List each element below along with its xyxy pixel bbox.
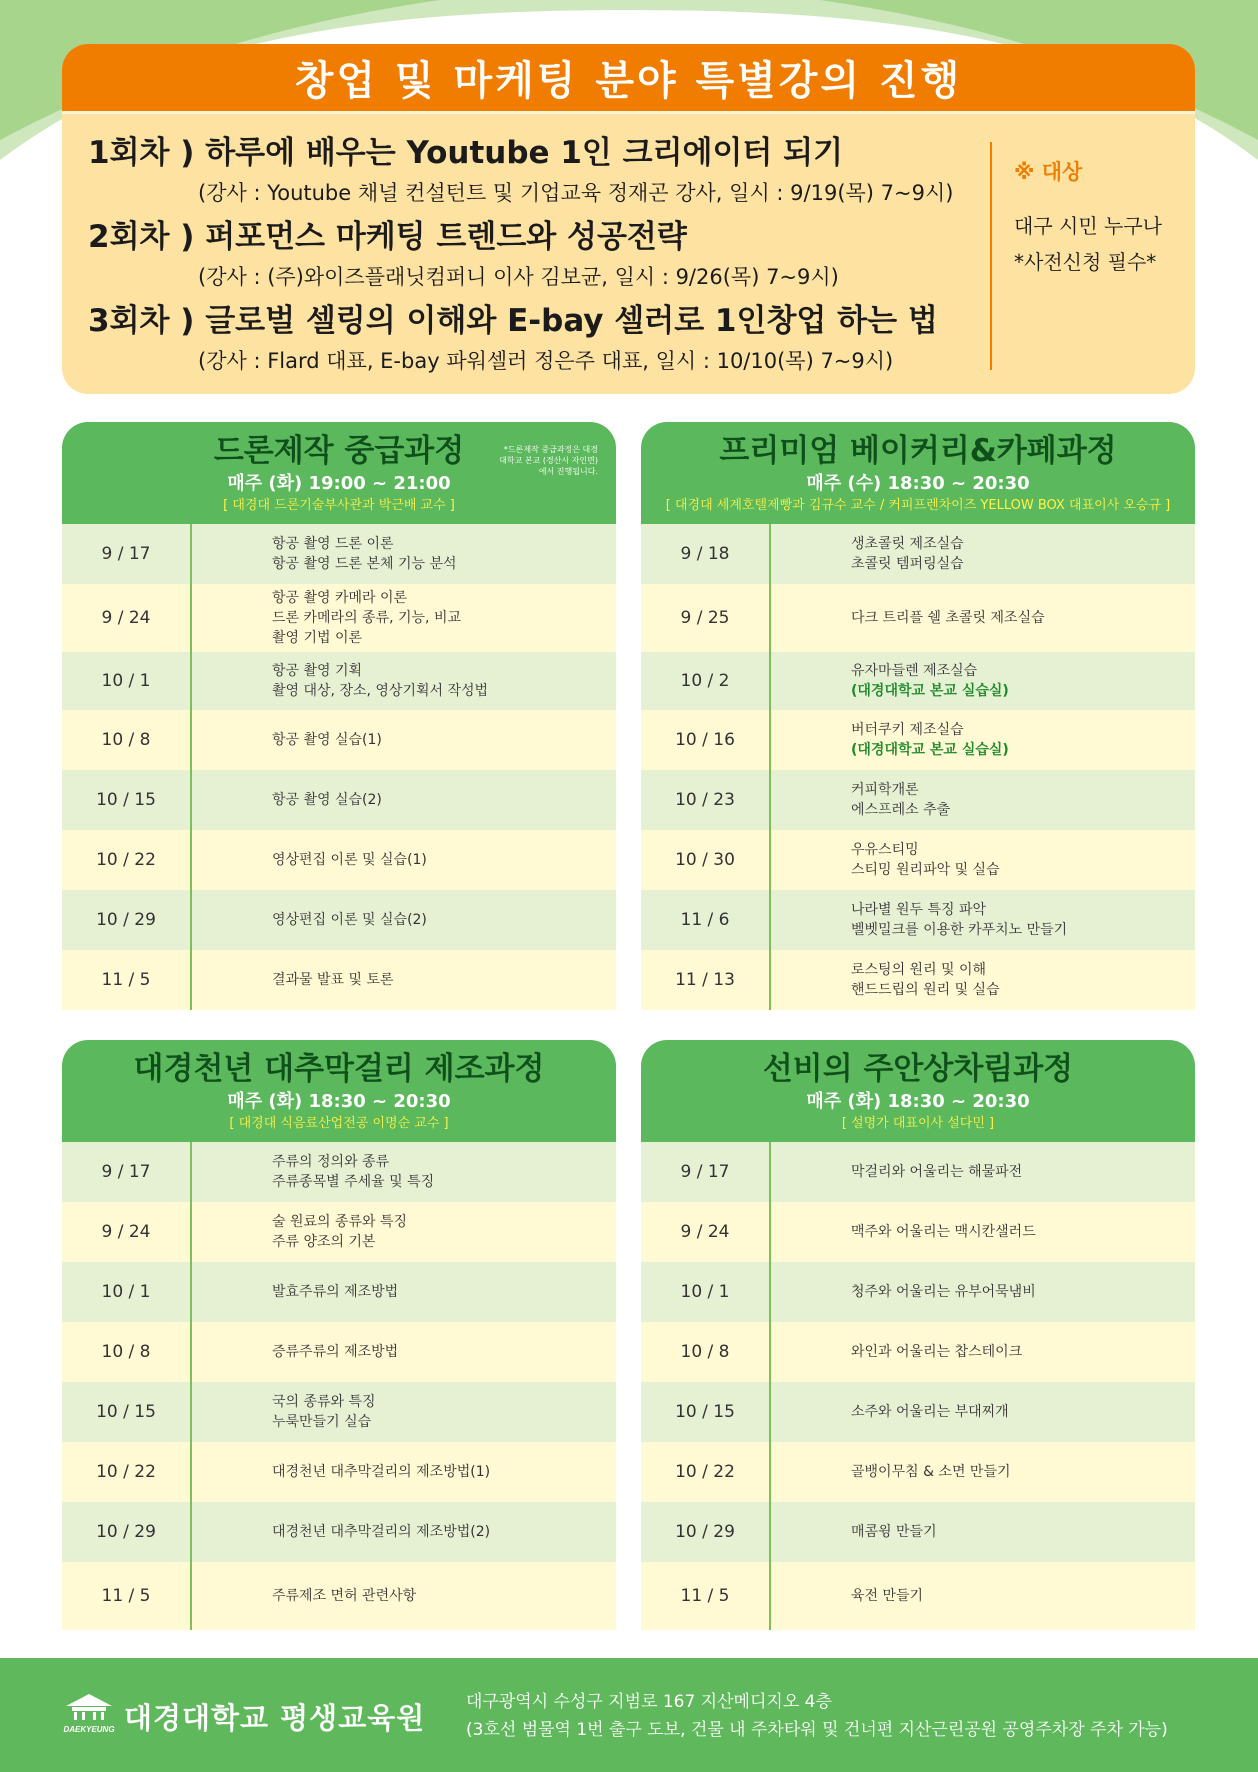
schedule-topic: 드론 카메라의 종류, 기능, 비교 — [272, 610, 461, 626]
schedule-date: 11 / 13 — [641, 950, 771, 1010]
schedule-row — [641, 1562, 1195, 1630]
schedule-topic: 생초콜릿 제조실습 — [851, 536, 964, 552]
schedule-row — [62, 1502, 616, 1562]
course-instructor: [ 대경대 세계호텔제빵과 김규수 교수 / 커피프렌차이즈 YELLOW BOX 대표이사 오승규 ] — [665, 498, 1171, 513]
course-schedule-table — [641, 1142, 1195, 1630]
schedule-topic: 매콤윙 만들기 — [851, 1524, 937, 1540]
schedule-topic: 대경천년 대추막걸리의 제조방법(1) — [272, 1464, 491, 1480]
session-list — [88, 130, 968, 382]
schedule-topic: 영상편집 이론 및 실습(2) — [272, 912, 427, 928]
schedule-date: 11 / 5 — [62, 1562, 192, 1630]
schedule-date: 10 / 22 — [62, 1442, 192, 1502]
course-title: 선비의 주안상차림과정 — [762, 1051, 1074, 1087]
schedule-topic: 육전 만들기 — [851, 1588, 924, 1604]
schedule-date: 10 / 8 — [62, 1322, 192, 1382]
logo-mark-text: DAEKYEUNG — [63, 1725, 115, 1734]
session-3 — [88, 298, 968, 378]
schedule-topic: 항공 촬영 드론 본체 기능 분석 — [272, 556, 457, 572]
schedule-topic: 로스팅의 원리 및 이해 — [851, 962, 987, 978]
schedule-topic: 술 원료의 종류와 특징 — [272, 1214, 408, 1230]
schedule-content — [192, 534, 457, 574]
schedule-content — [771, 608, 1045, 628]
footer — [0, 1658, 1258, 1772]
schedule-row — [641, 950, 1195, 1010]
schedule-content — [192, 1586, 416, 1606]
schedule-content — [771, 840, 1000, 880]
address-line-2: (3호선 범물역 1번 출구 도보, 건물 내 주차타워 및 건너편 지산근린공원 공영주차장 주차 가능) — [466, 1720, 1168, 1740]
schedule-topic: 주류종목별 주세율 및 특징 — [272, 1174, 435, 1190]
session-title: 3회차 ) 글로벌 셀링의 이해와 E-bay 셀러로 1인창업 하는 법 — [88, 303, 938, 339]
schedule-content — [771, 1342, 1022, 1362]
course-makgeolli — [62, 1040, 616, 1630]
schedule-content — [192, 661, 488, 701]
schedule-content — [771, 1162, 1022, 1182]
schedule-row — [62, 1442, 616, 1502]
schedule-topic: 우유스티밍 — [851, 842, 919, 858]
schedule-topic: 나라별 원두 특징 파악 — [851, 902, 987, 918]
target-line-2: *사전신청 필수* — [1014, 250, 1157, 274]
course-instructor: [ 대경대 드론기술부사관과 박근배 교수 ] — [223, 498, 455, 513]
schedule-topic: 막걸리와 어울리는 해물파전 — [851, 1164, 1023, 1180]
schedule-date: 10 / 22 — [641, 1442, 771, 1502]
schedule-date: 10 / 8 — [641, 1322, 771, 1382]
schedule-row — [62, 1262, 616, 1322]
schedule-content — [771, 1222, 1036, 1242]
course-schedule-table — [641, 524, 1195, 1010]
schedule-topic: 항공 촬영 카메라 이론 — [272, 590, 408, 606]
schedule-topic: 버터쿠키 제조실습 — [851, 722, 964, 738]
schedule-date: 10 / 1 — [641, 1262, 771, 1322]
schedule-content — [192, 970, 394, 990]
schedule-topic: 주류의 정의와 종류 — [272, 1154, 390, 1170]
schedule-row — [641, 710, 1195, 770]
schedule-topic: 증류주류의 제조방법 — [272, 1344, 399, 1360]
course-title: 대경천년 대추막걸리 제조과정 — [133, 1051, 545, 1087]
schedule-row — [62, 950, 616, 1010]
schedule-row — [641, 1442, 1195, 1502]
schedule-topic: 주류 양조의 기본 — [272, 1234, 376, 1250]
session-title: 1회차 ) 하루에 배우는 Youtube 1인 크리에이터 되기 — [88, 135, 844, 171]
schedule-content — [771, 534, 964, 574]
schedule-row — [62, 770, 616, 830]
schedule-row — [62, 710, 616, 770]
schedule-content — [192, 1282, 398, 1302]
schedule-content — [192, 1152, 434, 1192]
target-audience-box — [990, 142, 1185, 370]
schedule-date: 10 / 2 — [641, 652, 771, 710]
schedule-content — [771, 1462, 1011, 1482]
address-line-1: 대구광역시 수성구 지범로 167 지산메디지오 4층 — [466, 1692, 832, 1712]
schedule-topic: (대경대학교 본교 실습실) — [851, 742, 1009, 758]
schedule-date: 10 / 22 — [62, 830, 192, 890]
schedule-date: 9 / 17 — [641, 1142, 771, 1202]
session-info: (강사 : Flard 대표, E-bay 파워셀러 정은주 대표, 일시 : 10/10(목) 7~9시) — [198, 349, 894, 373]
schedule-content — [771, 1522, 937, 1542]
schedule-topic: 항공 촬영 기획 — [272, 663, 363, 679]
schedule-date: 10 / 30 — [641, 830, 771, 890]
schedule-topic: 발효주류의 제조방법 — [272, 1284, 399, 1300]
special-lecture-header — [62, 44, 1195, 114]
schedule-topic: 커피학개론 — [851, 782, 919, 798]
course-schedule: 매주 (화) 19:00 ~ 21:00 — [227, 473, 451, 494]
schedule-date: 10 / 15 — [62, 770, 192, 830]
schedule-date: 9 / 24 — [641, 1202, 771, 1262]
schedule-content — [192, 1462, 490, 1482]
schedule-topic: 항공 촬영 실습(2) — [272, 792, 382, 808]
target-heading: ※ 대상 — [1014, 160, 1083, 184]
schedule-date: 10 / 1 — [62, 652, 192, 710]
schedule-row — [62, 584, 616, 652]
schedule-content — [771, 1586, 923, 1606]
target-line-1: 대구 시민 누구나 — [1014, 214, 1162, 238]
schedule-content — [771, 900, 1067, 940]
schedule-topic: 결과물 발표 및 토론 — [272, 972, 394, 988]
schedule-date: 10 / 29 — [62, 890, 192, 950]
schedule-date: 9 / 17 — [62, 1142, 192, 1202]
schedule-topic: (대경대학교 본교 실습실) — [851, 683, 1009, 699]
schedule-date: 10 / 8 — [62, 710, 192, 770]
schedule-content — [192, 850, 427, 870]
schedule-date: 9 / 24 — [62, 584, 192, 652]
special-lecture-title: 창업 및 마케팅 분야 특별강의 진행 — [294, 58, 963, 104]
course-schedule-table — [62, 524, 616, 1010]
schedule-content — [192, 1212, 407, 1252]
session-1 — [88, 130, 968, 210]
course-schedule: 매주 (화) 18:30 ~ 20:30 — [806, 1091, 1030, 1112]
schedule-row — [641, 1142, 1195, 1202]
schedule-row — [641, 524, 1195, 584]
schedule-topic: 항공 촬영 드론 이론 — [272, 536, 394, 552]
schedule-date: 9 / 24 — [62, 1202, 192, 1262]
schedule-date: 9 / 18 — [641, 524, 771, 584]
schedule-content — [771, 1402, 1009, 1422]
schedule-row — [641, 1382, 1195, 1442]
course-drone — [62, 422, 616, 1010]
schedule-content — [771, 1282, 1036, 1302]
schedule-row — [62, 890, 616, 950]
schedule-topic: 청주와 어울리는 유부어묵냄비 — [851, 1284, 1036, 1300]
schedule-topic: 항공 촬영 실습(1) — [272, 732, 382, 748]
schedule-topic: 맥주와 어울리는 맥시칸샐러드 — [851, 1224, 1036, 1240]
course-header — [641, 422, 1195, 524]
schedule-date: 9 / 17 — [62, 524, 192, 584]
schedule-row — [62, 1382, 616, 1442]
schedule-row — [62, 1142, 616, 1202]
schedule-content — [192, 1392, 376, 1432]
schedule-row — [62, 1322, 616, 1382]
schedule-date: 9 / 25 — [641, 584, 771, 652]
schedule-content — [771, 720, 1009, 760]
schedule-topic: 촬영 대상, 장소, 영상기획서 작성법 — [272, 683, 489, 699]
course-schedule-table — [62, 1142, 616, 1630]
schedule-content — [771, 661, 1009, 701]
course-title: 드론제작 중급과정 — [213, 433, 465, 469]
schedule-date: 10 / 23 — [641, 770, 771, 830]
course-sunbi — [641, 1040, 1195, 1630]
schedule-topic: 에스프레소 추출 — [851, 802, 951, 818]
schedule-row — [641, 1322, 1195, 1382]
course-header — [641, 1040, 1195, 1142]
course-title: 프리미엄 베이커리&카페과정 — [719, 433, 1117, 469]
schedule-date: 11 / 6 — [641, 890, 771, 950]
course-bakery — [641, 422, 1195, 1010]
address-block — [466, 1688, 1168, 1744]
schedule-topic: 와인과 어울리는 찹스테이크 — [851, 1344, 1023, 1360]
session-title: 2회차 ) 퍼포먼스 마케팅 트렌드와 성공전략 — [88, 219, 687, 255]
session-info: (강사 : Youtube 채널 컨설턴트 및 기업교육 정재곤 강사, 일시 : 9/19(목) 7~9시) — [198, 181, 954, 205]
schedule-date: 10 / 15 — [641, 1382, 771, 1442]
schedule-topic: 국의 종류와 특징 — [272, 1394, 376, 1410]
schedule-date: 10 / 1 — [62, 1262, 192, 1322]
course-header — [62, 422, 616, 524]
university-name: 대경대학교 평생교육원 — [124, 1701, 426, 1735]
schedule-date: 10 / 29 — [641, 1502, 771, 1562]
schedule-date: 11 / 5 — [641, 1562, 771, 1630]
schedule-row — [641, 1262, 1195, 1322]
course-instructor: [ 대경대 식음료산업전공 이명순 교수 ] — [229, 1116, 449, 1131]
schedule-row — [641, 584, 1195, 652]
schedule-topic: 누룩만들기 실습 — [272, 1414, 372, 1430]
schedule-topic: 초콜릿 템퍼링실습 — [851, 556, 964, 572]
schedule-content — [192, 1342, 398, 1362]
session-info: (강사 : (주)와이즈플래닛컴퍼니 이사 김보균, 일시 : 9/26(목) 7~9시) — [198, 265, 839, 289]
schedule-topic: 대경천년 대추막걸리의 제조방법(2) — [272, 1524, 491, 1540]
course-schedule: 매주 (화) 18:30 ~ 20:30 — [227, 1091, 451, 1112]
schedule-content — [192, 1522, 490, 1542]
schedule-row — [641, 1202, 1195, 1262]
schedule-topic: 유자마들렌 제조실습 — [851, 663, 978, 679]
schedule-topic: 소주와 어울리는 부대찌개 — [851, 1404, 1009, 1420]
schedule-row — [62, 1202, 616, 1262]
schedule-topic: 촬영 기법 이론 — [272, 630, 363, 646]
schedule-row — [641, 1502, 1195, 1562]
schedule-content — [192, 730, 382, 750]
schedule-date: 10 / 16 — [641, 710, 771, 770]
schedule-row — [62, 524, 616, 584]
schedule-row — [641, 652, 1195, 710]
schedule-content — [192, 790, 382, 810]
schedule-topic: 스티밍 원리파악 및 실습 — [851, 862, 1000, 878]
schedule-topic: 주류제조 면허 관련사항 — [272, 1588, 417, 1604]
schedule-date: 11 / 5 — [62, 950, 192, 1010]
session-2 — [88, 214, 968, 294]
schedule-row — [641, 890, 1195, 950]
schedule-topic: 다크 트리플 쉘 초콜릿 제조실습 — [851, 610, 1045, 626]
schedule-content — [771, 960, 1000, 1000]
schedule-topic: 벨벳밀크를 이용한 카푸치노 만들기 — [851, 922, 1068, 938]
university-logo-icon — [60, 1690, 118, 1736]
schedule-row — [641, 830, 1195, 890]
course-schedule: 매주 (수) 18:30 ~ 20:30 — [806, 473, 1030, 494]
course-location-note: *드론제작 중급과정은 대경대학교 본교 (경산시 자인면)에서 진행됩니다. — [499, 445, 598, 476]
schedule-topic: 핸드드립의 원리 및 실습 — [851, 982, 1000, 998]
course-header — [62, 1040, 616, 1142]
schedule-row — [641, 770, 1195, 830]
schedule-row — [62, 1562, 616, 1630]
schedule-topic: 영상편집 이론 및 실습(1) — [272, 852, 427, 868]
schedule-row — [62, 652, 616, 710]
schedule-row — [62, 830, 616, 890]
schedule-topic: 골뱅이무침 & 소면 만들기 — [851, 1464, 1011, 1480]
schedule-content — [771, 780, 950, 820]
course-instructor: [ 설명가 대표이사 설다민 ] — [841, 1116, 995, 1131]
schedule-content — [192, 910, 427, 930]
schedule-date: 10 / 15 — [62, 1382, 192, 1442]
schedule-content — [192, 588, 461, 648]
schedule-date: 10 / 29 — [62, 1502, 192, 1562]
special-lecture-box — [62, 44, 1195, 394]
